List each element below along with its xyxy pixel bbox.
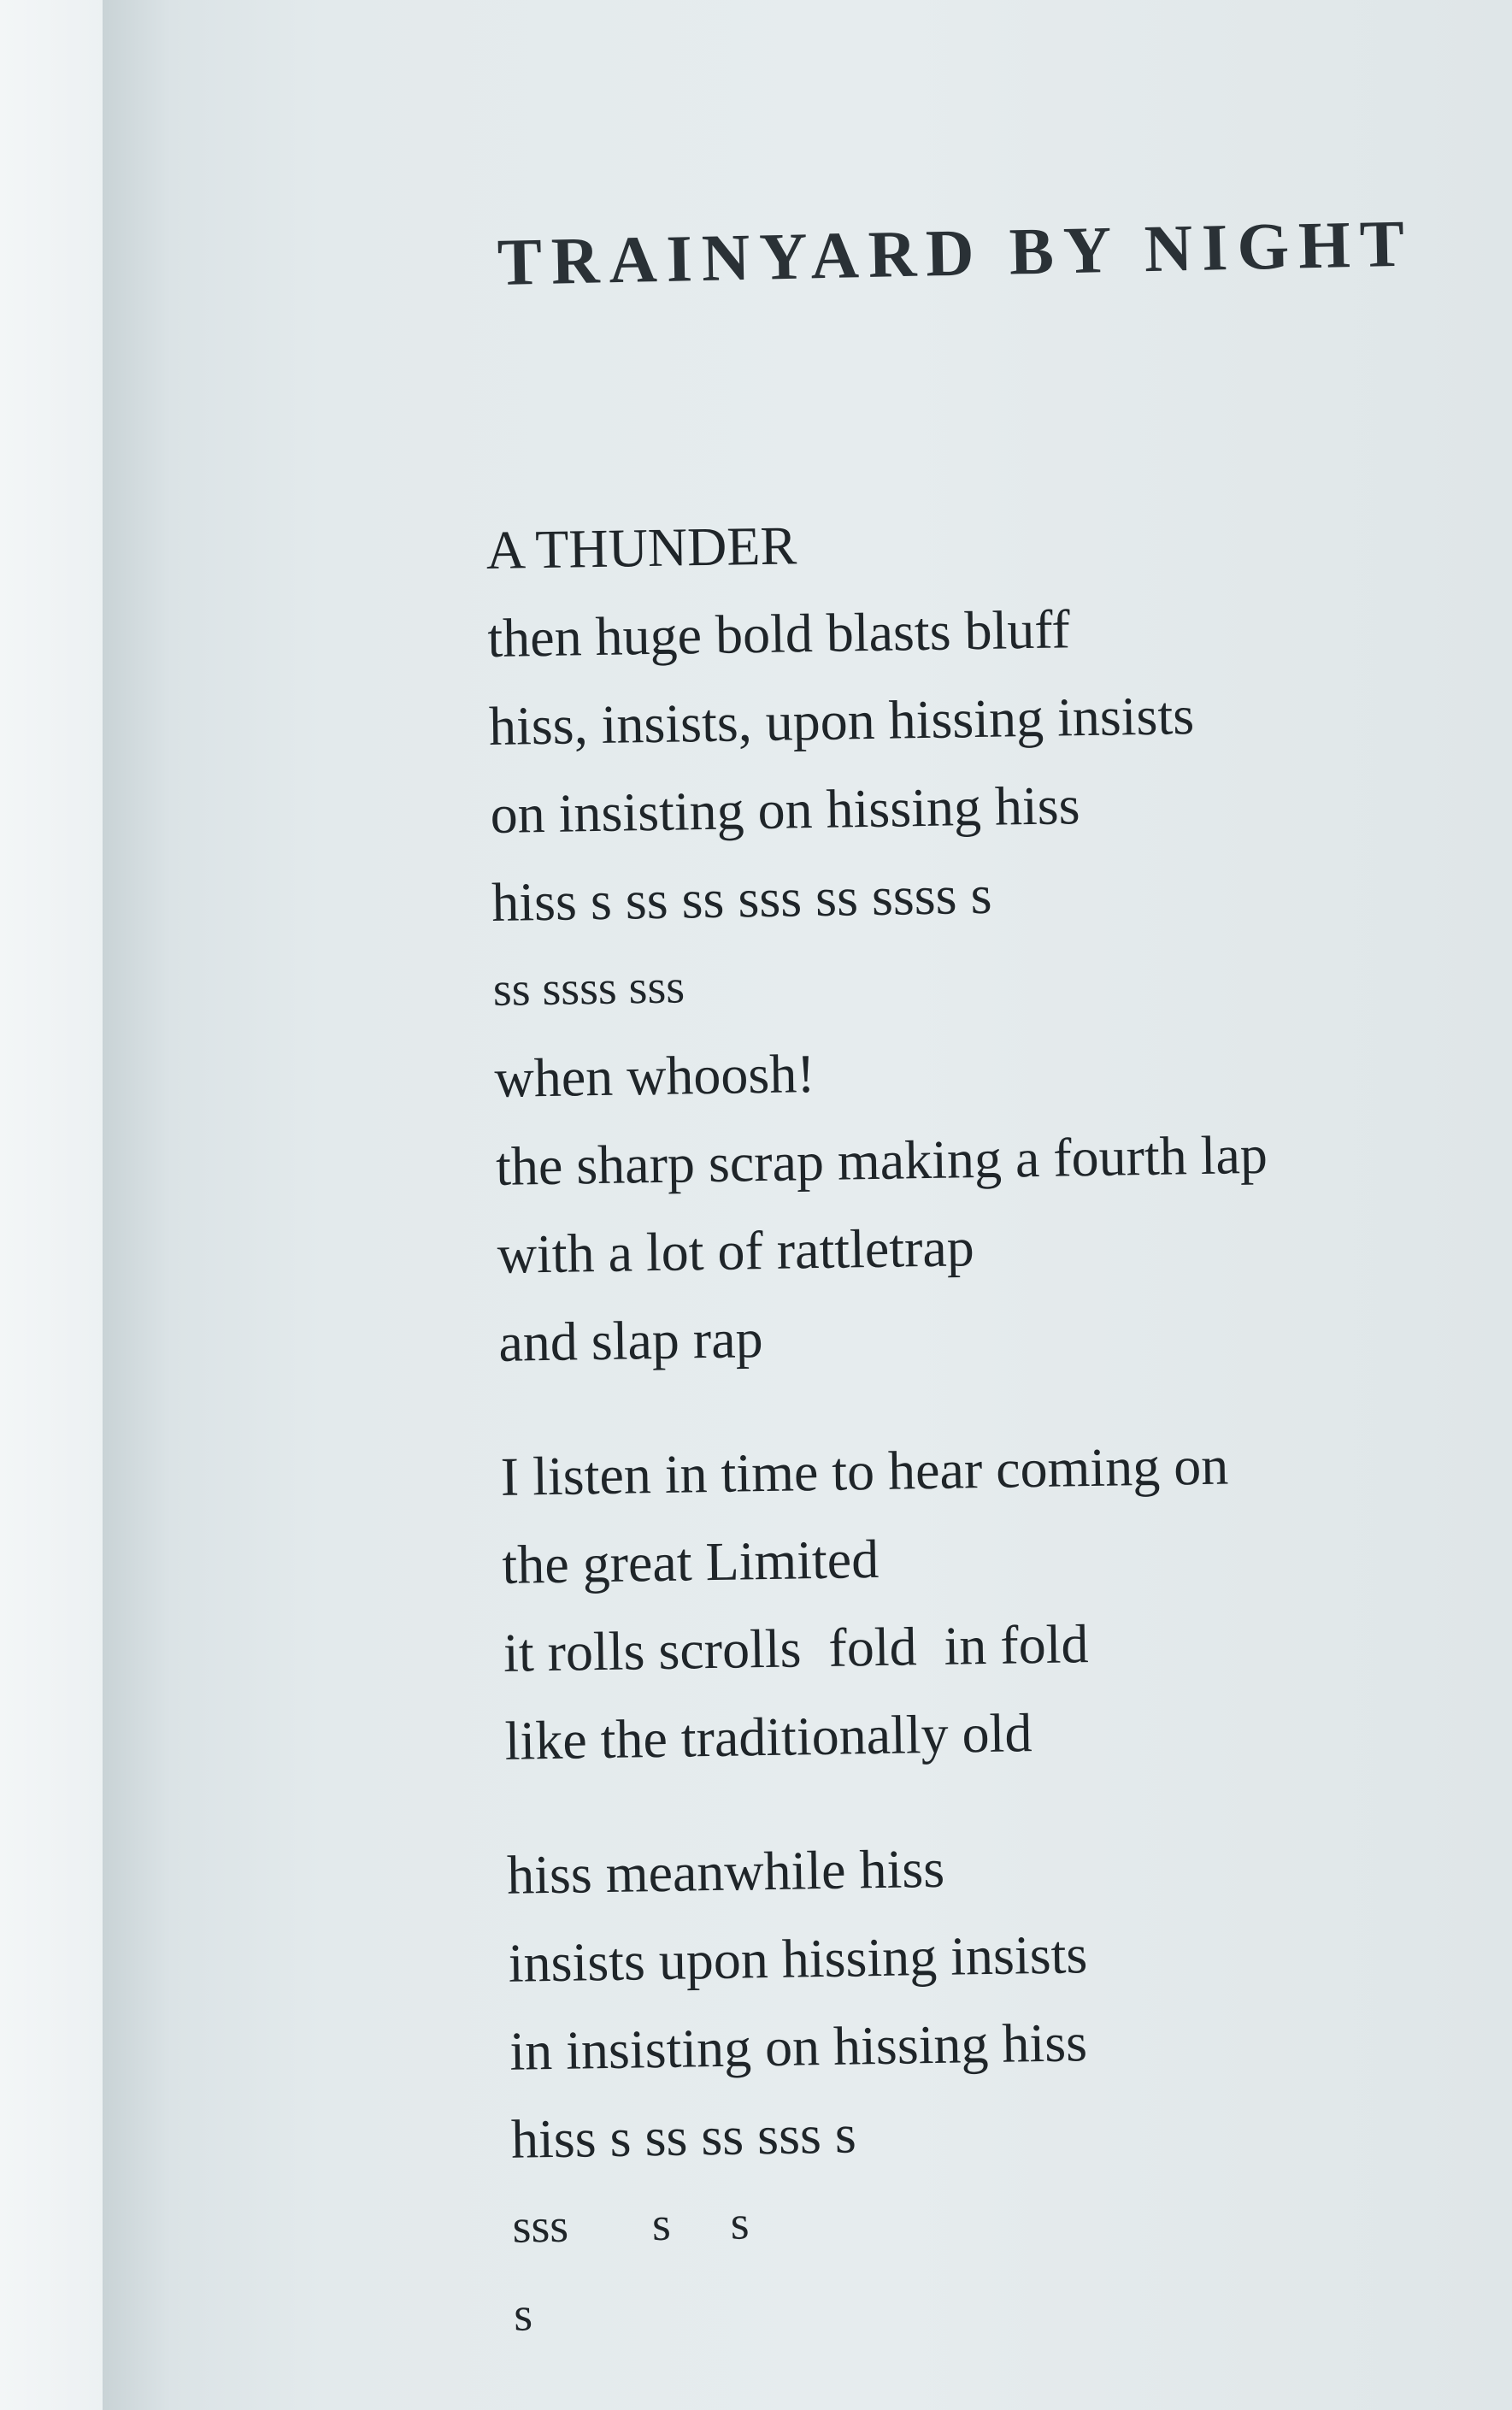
poem-line: then huge bold blasts bluff [486,598,1071,669]
poem-title: TRAINYARD BY NIGHT [497,205,1415,299]
poem-line: hiss s ss ss sss s [510,2103,857,2170]
poem-line: hiss meanwhile hiss [506,1837,945,1906]
stanza-1 [485,490,1512,1387]
poem-line: on insisting on hissing hiss [490,775,1081,845]
poem-line: with a lot of rattletrap [497,1217,975,1285]
poem-line: and slap rap [497,1308,764,1373]
poem-line: hiss s ss ss sss ss ssss s [491,863,992,933]
poem-line: it rolls scrolls fold in fold [503,1613,1089,1683]
poem-line: A THUNDER [485,515,797,580]
stanza-3 [506,1815,1512,2360]
poem-body [485,490,1512,2360]
poem-line: the great Limited [501,1528,880,1595]
poem-line: ss ssss sss [492,960,685,1016]
poem-line: hiss, insists, upon hissing insists [488,685,1195,757]
poem-line: s [513,2288,533,2342]
poem-page [103,0,1512,2410]
poem-line: the sharp scrap making a fourth lap [495,1123,1268,1197]
poem-line: insists upon hissing insists [508,1924,1088,1994]
poem-line: I listen in time to hear coming on [500,1435,1229,1507]
poem-line: sss s s [512,2196,750,2254]
stanza-2 [500,1417,1512,1785]
poem-line: in insisting on hissing hiss [509,2012,1088,2082]
poem-line: when whoosh! [493,1043,816,1109]
poem-line: like the traditionally old [504,1702,1033,1771]
